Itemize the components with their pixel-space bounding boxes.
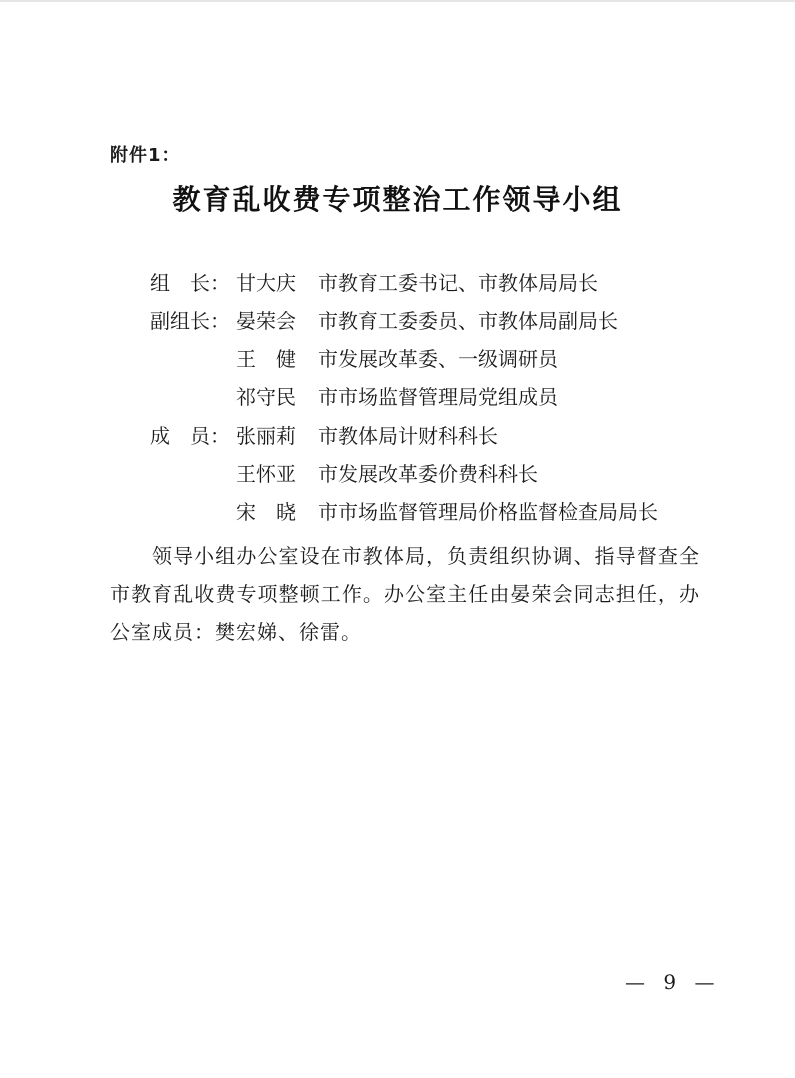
- document-title: 教育乱收费专项整治工作领导小组: [172, 183, 623, 216]
- scan-edge: [0, 0, 795, 2]
- member-duty: 市教体局计财科科长: [318, 424, 498, 448]
- member-name: 晏荣会: [236, 309, 296, 333]
- member-role: 成 员：: [150, 424, 230, 448]
- page-number: — 9 —: [625, 970, 721, 994]
- member-name: 祁守民: [236, 385, 296, 409]
- member-role: 副组长：: [150, 309, 230, 333]
- member-duty: 市市场监督管理局价格监督检查局局长: [318, 500, 658, 524]
- member-duty: 市教育工委委员、市教体局副局长: [318, 309, 618, 333]
- member-name: 王怀亚: [236, 462, 296, 486]
- attachment-label: 附件1：: [110, 145, 181, 166]
- member-duty: 市发展改革委、一级调研员: [318, 347, 558, 371]
- member-duty: 市市场监督管理局党组成员: [318, 385, 558, 409]
- member-duty: 市发展改革委价费科科长: [318, 462, 538, 486]
- member-role: 组 长：: [150, 271, 230, 295]
- member-name: 王 健: [236, 347, 296, 371]
- member-name: 甘大庆: [236, 271, 296, 295]
- office-description: 领导小组办公室设在市教体局，负责组织协调、指导督查全市教育乱收费专项整顿工作。办公室主任由晏荣会同志担任，办公室成员：樊宏娣、徐雷。: [110, 544, 700, 644]
- member-name: 张丽莉: [236, 424, 296, 448]
- member-name: 宋 晓: [236, 500, 296, 524]
- member-duty: 市教育工委书记、市教体局局长: [318, 271, 598, 295]
